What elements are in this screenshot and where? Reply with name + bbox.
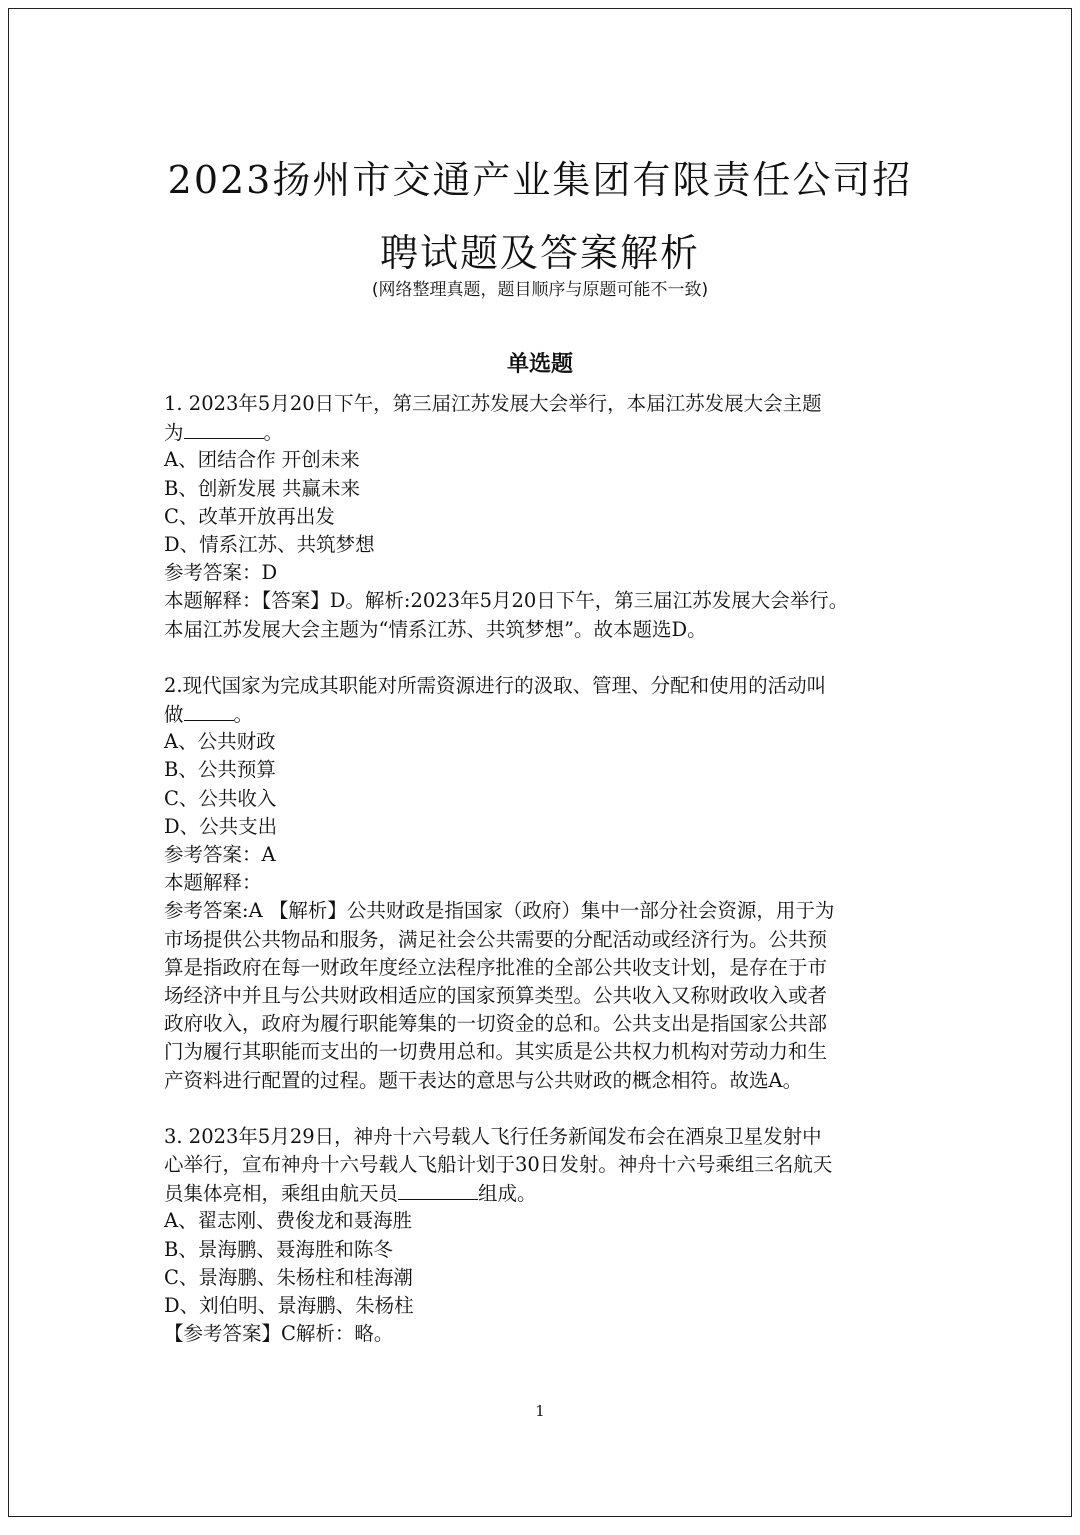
q2-stem-suffix: 。 bbox=[233, 703, 254, 727]
q1-stem-suffix: 。 bbox=[263, 421, 284, 445]
q2-explanation-line-2: 市场提供公共物品和服务，满足社会公共需要的分配活动或经济行为。公共预 bbox=[164, 927, 828, 951]
spacer bbox=[164, 644, 934, 672]
q1-option-c: C、改革开放再出发 bbox=[164, 504, 335, 528]
q2-explanation-line-5: 政府收入，政府为履行职能筹集的一切资金的总和。公共支出是指国家公共部 bbox=[164, 1012, 828, 1036]
q3-stem-line-2: 心举行，宣布神舟十六号载人飞船计划于30日发射。神舟十六号乘组三名航天 bbox=[164, 1153, 833, 1177]
q2-option-c: C、公共收入 bbox=[164, 786, 277, 810]
q2-explanation-line-7: 产资料进行配置的过程。题干表达的意思与公共财政的概念相符。故选A。 bbox=[164, 1068, 803, 1092]
q1-option-d: D、情系江苏、共筑梦想 bbox=[164, 532, 375, 556]
q1-stem-prefix: 为 bbox=[164, 421, 184, 445]
q3-stem-prefix: 员集体亮相，乘组由航天员 bbox=[164, 1182, 399, 1206]
q1-answer: 参考答案：D bbox=[164, 561, 278, 585]
subtitle: (网络整理真题，题目顺序与原题可能不一致) bbox=[371, 280, 709, 300]
q2-stem-line-2 bbox=[164, 700, 934, 728]
document-page bbox=[8, 8, 1072, 1517]
q2-explanation-line-6: 门为履行其职能而支出的一切费用总和。其实质是公共权力机构对劳动力和生 bbox=[164, 1040, 828, 1064]
q2-explanation-line-3: 算是指政府在每一财政年度经立法程序批准的全部公共收支计划，是存在于市 bbox=[164, 955, 828, 979]
q1-stem-line-2 bbox=[164, 418, 934, 446]
q3-option-a: A、翟志刚、费俊龙和聂海胜 bbox=[164, 1209, 413, 1233]
q2-stem-line-1: 2.现代国家为完成其职能对所需资源进行的汲取、管理、分配和使用的活动叫 bbox=[164, 673, 827, 697]
q1-stem-line-1: 1. 2023年5月20日下午，第三届江苏发展大会举行，本届江苏发展大会主题 bbox=[164, 392, 822, 415]
title-line-1: 2023扬州市交通产业集团有限责任公司招 bbox=[167, 158, 913, 202]
q1-option-b: B、创新发展 共赢未来 bbox=[164, 476, 361, 500]
q1-answer-blank bbox=[184, 418, 264, 439]
q3-option-d: D、刘伯明、景海鹏、朱杨柱 bbox=[164, 1294, 414, 1317]
q1-explanation-line-2: 本届江苏发展大会主题为“情系江苏、共筑梦想”。故本题选D。 bbox=[164, 617, 707, 641]
page-number: 1 bbox=[535, 1402, 545, 1420]
q3-option-c: C、景海鹏、朱杨柱和桂海潮 bbox=[164, 1265, 413, 1289]
q2-explanation-line-4: 场经济中并且与公共财政相适应的国家预算类型。公共收入又称财政收入或者 bbox=[164, 983, 828, 1007]
q2-option-d: D、公共支出 bbox=[164, 814, 278, 838]
q2-option-b: B、公共预算 bbox=[164, 758, 276, 782]
q3-stem-suffix: 组成。 bbox=[478, 1182, 537, 1206]
q3-stem-line-1: 3. 2023年5月29日，神舟十六号载人飞行任务新闻发布会在酒泉卫星发射中 bbox=[164, 1124, 822, 1148]
section-heading: 单选题 bbox=[506, 351, 573, 377]
q1-option-a: A、团结合作 开创未来 bbox=[164, 448, 360, 472]
q3-option-b: B、景海鹏、聂海胜和陈冬 bbox=[164, 1237, 393, 1261]
spacer bbox=[164, 1095, 934, 1123]
q3-stem-line-3 bbox=[164, 1179, 934, 1207]
q1-explanation-line-1: 本题解释：【答案】D。解析:2023年5月20日下午，第三届江苏发展大会举行。 bbox=[164, 589, 849, 613]
q2-answer: 参考答案：A bbox=[164, 843, 276, 866]
q2-option-a: A、公共财政 bbox=[164, 730, 276, 754]
q3-answer-blank bbox=[398, 1179, 478, 1200]
q3-answer: 【参考答案】C解析：略。 bbox=[164, 1322, 394, 1346]
title-line-2: 聘试题及答案解析 bbox=[379, 231, 700, 275]
q2-stem-prefix: 做 bbox=[164, 703, 184, 727]
q2-explanation-label: 本题解释： bbox=[164, 871, 262, 895]
question-list bbox=[164, 390, 934, 1348]
q2-explanation-line-1: 参考答案:A 【解析】公共财政是指国家（政府）集中一部分社会资源，用于为 bbox=[164, 899, 835, 923]
q2-answer-blank bbox=[184, 700, 234, 721]
